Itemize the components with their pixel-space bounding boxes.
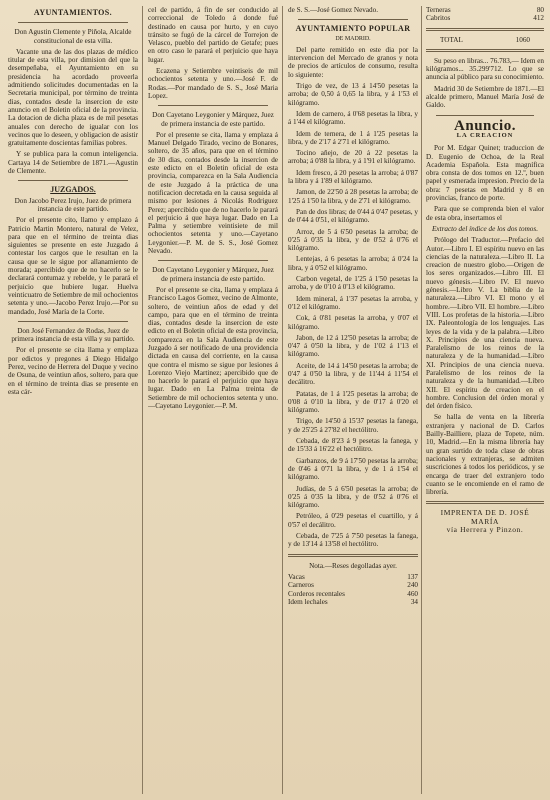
section-header-ayuntamientos: AYUNTAMIENTOS. [33,8,113,17]
price-entry: Idem mineral, á 1'37 pesetas la arroba, y 0'12 el kilógramo. [288,294,418,311]
advert-body: Prólogo del Traductor.—Prefacio del Autor.—Libro I. El espíritu nuevo en las ciencias de la naturaleza.—Libro II. La creacion de nuestro globo.—Origen de los seres organizados.—Libro III. El nuevo génesis.—Libro IV. El nuevo génesis.—Libro V. La biblia de la naturaleza.—Libro VI. El mono y el hombre.—Libro VII. El hombre.—Libro VIII. Los profetas de la historia.—Libro IX. Paleontología de los lenguajes. Las leyes de la vida y de la palabra.—Libro X. Principios de una ciencia nueva. Paralelismo de los reinos de la naturaleza y de la humanidad.—Libro XI. Principios de una ciencia nueva. Paralelismo de los reinos de la naturaleza y de la humanidad.—Libro XII. El espíritu de creacion en el hombre. Conclusion del órden moral y del órden físico. [426,236,544,411]
advert-body: Para que se comprenda bien el valor de esta obra, insertamos el [426,205,544,222]
notice-title: Don José Fernandez de Rodas, Juez de primera instancia de esta villa y su partido. [11,326,135,344]
price-entry: Patatas, de 1 á 1'25 pesetas la arroba; de 0'08 á 0'10 la libra, y de 0'17 á 0'20 el kilógramo. [288,389,418,415]
price-entry: Trigo, de 14'50 á 15'37 pesetas la fanega, y de 25'25 á 27'82 el hectólitro. [288,417,418,434]
reses-label: Corderos recentales [288,589,345,598]
notice-body: Por el presente cito, llamo y emplazo á Patricio Martin Montero, natural de Velez, para que en el término de treinta dias siguientes se presente en este Juzgado á contestar los cargos que le resultan en la causa que se le sigue por allanamiento de morada; apercibido que de no hacerlo se le declarará contumaz y rebelde, y le parará el perjuicio que hubiere lugar. Huelva veinticuatro de Setiembre de mil ochocientos setenta y uno.—Jacobo Perez Irujo.—Por su mandado, José María de la Corte. [8,216,138,316]
reses-value: 460 [407,589,418,598]
price-entry: Trigo de vez, de 13 á 14'50 pesetas la arroba; de 0,50 á 0,65 la libra, y á 1'53 el kilógramo. [288,82,418,107]
reses-label: Cabritos [426,14,451,23]
reses-value: 34 [410,597,418,606]
price-entry: Jamon, de 22'50 á 28 pesetas la arroba; de 1'25 á 1'50 la libra, y de 2'71 el kilógramo. [288,188,418,205]
reses-label: Idem lechales [288,597,328,606]
reses-value: 137 [407,572,418,581]
price-entry: Cebada, de 8'23 á 9 pesetas la fanega, y de 15'33 á 16'22 el hectólitro. [288,437,418,454]
notice-body: Ecazena y Setiembre veintiseis de mil ochocientos setenta y uno.—José F. de Rodas.—Por mandado de S. S., José Maria Lopez. [148,67,278,100]
notice-title: Don Cayetano Leygonier y Márquez, Juez de primera instancia de este partido. [152,111,274,128]
reses-row [288,598,418,606]
divider [298,19,408,20]
notice-title: Don Agustin Clemente y Piñola, Alcalde constitucional de esta villa. [14,28,132,45]
price-entry: Cebada, de 7'25 á 7'50 pesetas la fanega, y de 13'14 á 13'58 el hectólitro. [288,532,418,549]
divider [18,180,128,181]
price-entry: Idem de ternera, de 1 á 1'25 pesetas la libra, y de 2'17 á 2'71 el kilógramo. [288,129,418,146]
notice-body: de S. S.—José Gomez Nevado. [288,6,379,14]
divider [436,115,534,116]
divider [18,22,128,23]
notice-body: cel de partido, á fin de ser conducido al correccional de Toledo á donde fué destinado en causa por hurto, y en cuyo tránsito se fugó de la cárcel de Torrejon de Velasco, pueblo del partido de Getafe; pues en otro caso le parará el perjuicio que haya lugar. [148,6,278,64]
reses-row [288,573,418,581]
reses-label: Terneras [426,6,451,14]
nota-label: Nota.—Reses degolladas ayer. [309,561,397,570]
reses-row [426,14,544,22]
double-divider [426,28,544,31]
notice-body: Madrid 30 de Setiembre de 1871.—El alcalde primero, Manuel María José de Galdo. [426,84,544,110]
reses-row [288,581,418,589]
price-entry: Cok, á 0'81 pesetas la arroba, y 0'07 el kilógramo. [288,314,418,331]
total-row [426,36,544,44]
notice-body: Y se publica para la comun inteligencia. Cartaya 14 de Setiembre de 1871.—Agustin de Clemente. [8,150,138,176]
column-2 [148,6,278,794]
price-entry: Jabon, de 12 á 12'50 pesetas la arroba; de 0'47 á 0'50 la libra, y de 1'02 á 1'13 el kilógramo. [288,333,418,359]
notice-body: Su peso en libras... 76.783,— Idem en kilógramos... 35.299'712. Lo que se anuncia al público para su conocimiento. [426,56,544,82]
divider [158,105,268,106]
reses-value: 80 [536,6,544,14]
printer-imprint: IMPRENTA DE D. JOSÉ MARÍA [440,508,530,526]
advert-body: Se halla de venta en la librería extranjera y nacional de D. Carlos Bailly-Bailliere, plaza de Topete, núm. 10, Madrid.—En la misma librería hay un gran surtido de toda clase de obras nacionales y extranjeras, se admiten suscriciones á todos los periódicos, y se encarga de traer del extranjero todo cuanto se le encomiende en el ramo de librería. [426,413,544,497]
advert-body: Por M. Edgar Quinet; traduccion de D. Eugenio de Ochoa, de la Real Academia Española. Esta magnífica obra consta de dos tomos en 12.º, buen papel y esmerada impresion. Precio de la obra: 7 pesetas en Madrid y 8 en provincias, franco de porte. [426,144,544,203]
price-entry: Arroz, de 5 á 6'50 pesetas la arroba; de 0'25 á 0'35 la libra, y de 0'52 á 0'76 el kilógramo. [288,227,418,253]
column-divider [282,6,283,794]
reses-row [288,590,418,598]
price-entry: Lentejas, á 6 pesetas la arroba; á 0'24 la libra, y á 0'52 el kilógramo. [288,255,418,272]
reses-value: 412 [533,14,544,23]
column-4 [426,6,544,794]
section-header-juzgados: JUZGADOS. [50,185,96,195]
price-entry: Tocino añejo, de 20 á 22 pesetas la arroba; á 0'88 la libra, y á 1'91 el kilógramo. [288,149,418,166]
reses-label: Vacas [288,572,305,581]
notice-body: Por el presente se cita, llama y emplaza á Manuel Delgado Tirado, vecino de Bonares, soltero, de 35 años, para que en el término de 30 dias, contados desde la insercion de este edicto en el Boletin oficial de esta provincia, comparezca en la Sala Audiencia de este Juzgado á la práctica de una notificacion decretada en la causa seguida al mismo por lesiones á Nicolás Rodriguez Perez; apercibido que de no hacerlo le parará el perjuicio á que haya lugar. Dado en La Palma y setiembre veintisiete de mil ochocientos setenta y uno.—Cayetano Leygonier.—P. M. de S. S., José Gomez Nevado. [148,130,278,256]
column-divider [142,6,143,794]
section-header-anuncio: Anuncio. [454,117,516,134]
double-divider [426,501,544,504]
reses-value: 240 [407,581,418,590]
notice-title: Don Jacobo Perez Irujo, Juez de primera instancia de este partido. [14,196,132,213]
price-entry: Petróleo, á 0'29 pesetas el cuartillo, y á 0'57 el decálitro. [288,512,418,529]
price-entry: Idem de carnero, á 0'68 pesetas la libra, y á 1'44 el kilógramo. [288,109,418,127]
section-header-ayuntamiento-popular: AYUNTAMIENTO POPULAR [295,24,411,34]
price-entry: Carbon vegetal, de 1'25 á 1'50 pesetas la arroba, y de 0'10 á 0'13 el kilógramo. [288,275,418,292]
double-divider [288,554,418,557]
book-title: LA CREACION [456,131,514,139]
total-value: 1060 [515,35,530,44]
double-divider [426,49,544,52]
price-entry: Garbanzos, de 9 á 17'50 pesetas la arroba; de 0'46 á 0'71 la libra, y de 1 á 1'54 el kilógramo. [288,456,418,482]
divider [18,321,128,322]
column-3 [288,6,418,794]
market-report: Del parte remitido en este dia por la intervencion del Mercado de granos y nota de precios de artículos de consumo, resulta lo siguiente: [288,45,418,79]
price-entry: Pan de dos libras; de 0'44 á 0'47 pesetas, y de 0'44 á 0'51, el kilógramo. [288,207,418,225]
reses-label: Carneros [288,581,314,590]
column-1 [8,6,138,794]
price-entry: Aceite, de 14 á 14'50 pesetas la arroba; de 0'47 á 0'50 la libra, y de 11'44 á 11'54 el decálitro. [288,361,418,387]
price-entry: Judías, de 5 á 6'50 pesetas la arroba; de 0'25 á 0'35 la libra, y de 0'52 á 0'76 el kilógramo. [288,484,418,510]
reses-row [426,6,544,14]
notice-body: Vacante una de las dos plazas de médico titular de esta villa, por dimision del que la desempeñaba, el Ayuntamiento en su presidencia ha acordado proveerla admitiendo solicitudes documentadas en la Secretaria municipal, por término de treinta dias, contados desde la insercion de este anuncio en el Boletin oficial de la provincia. La dotacion de dicha plaza es de mil pesetas anuales con derecho de igualar con los vecinos que lo deseen, y obligacion de asistir gratuitamente doscientas familias pobres. [8,47,138,148]
notice-body: Por el presente se cita, llama y emplaza á Francisco Lagos Gomez, vecino de Almonte, soltero, de veintiun años de edad y del campo, para que en el término de treinta dias, contados desde la insercion de este edicto en el Boletin oficial de esta provincia, comparezca en la Sala Audiencia de este Juzgado á ser notificado de una providencia dictada en causa del corriente, en la causa que contra el mismo se sigue por lesiones á Lorenzo Viejo Martinez; apercibido que de no hacerlo le parará el perjuicio que haya lugar. Dado en La Palma treinta de Setiembre de mil ochocientos setenta y uno.—Cayetano Leygonier.—P. M. [148,285,278,411]
price-entry: Idem fresco, á 20 pesetas la arroba; á 0'87 la libra y á 1'89 el kilógramo. [288,168,418,186]
notice-body: Por el presente se cita llama y emplaza por edictos y pregones á Diego Hidalgo Perez, vecino de Herrera del Duque y vecino de Osuna, de veintiun años, soltero, para que en el término de treinta dias se presente en esta cár- [8,346,138,396]
advert-subheading: Extracto del índice de los dos tomos. [432,224,538,233]
column-divider [421,6,422,794]
section-subheader: DE MADRID. [335,35,371,42]
notice-title: Don Cayetano Leygonier y Márquez, Juez de primera instancia de este partido. [152,266,274,283]
total-label: TOTAL [440,35,463,44]
divider [158,260,268,261]
printer-imprint: vía Herrera y Pinzon. [446,525,524,535]
